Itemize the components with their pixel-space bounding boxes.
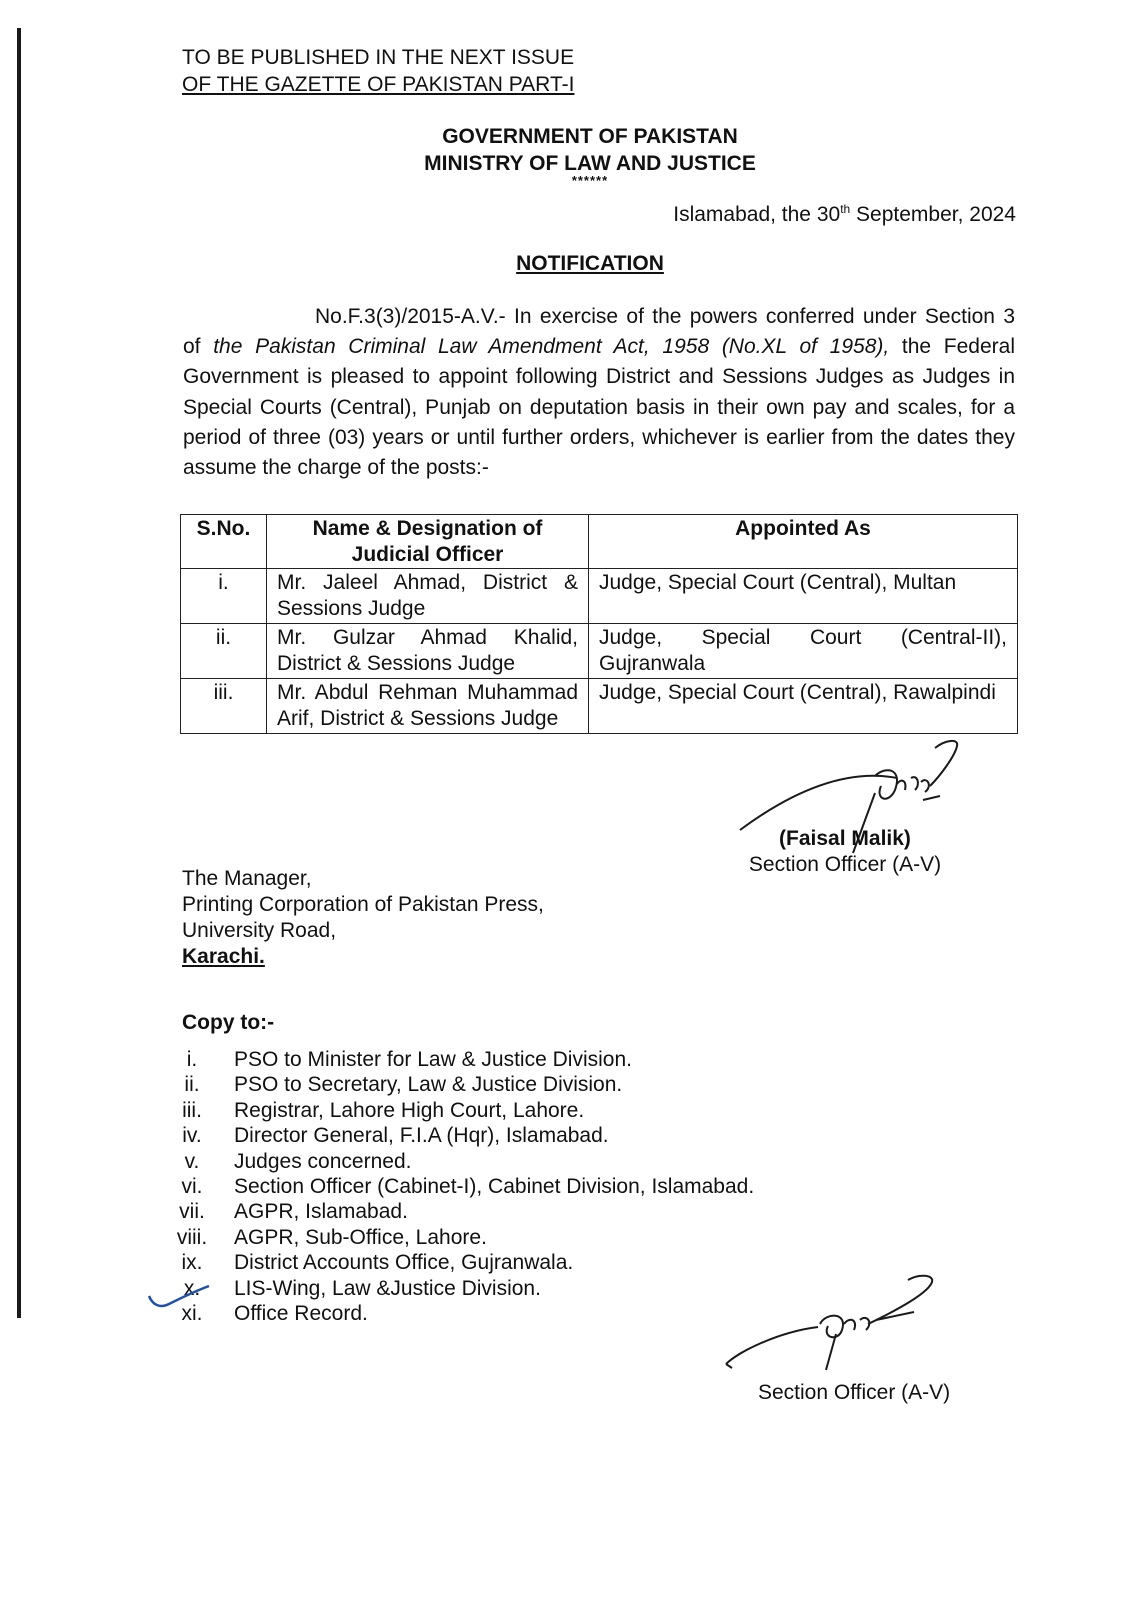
list-item-text: AGPR, Sub-Office, Lahore. — [234, 1225, 487, 1249]
list-item-number: x. — [183, 1276, 201, 1300]
list-item — [150, 1174, 754, 1199]
address-block — [182, 866, 544, 970]
notification-title: NOTIFICATION — [516, 252, 664, 275]
list-item-number: v. — [184, 1149, 200, 1173]
list-item-text: PSO to Secretary, Law & Justice Division. — [234, 1073, 623, 1097]
list-item — [150, 1199, 754, 1224]
date-prefix: Islamabad, the 30 — [673, 203, 841, 226]
list-item-number: i. — [186, 1048, 198, 1071]
header-sno: S.No. — [181, 515, 267, 569]
list-item — [150, 1047, 754, 1072]
list-item-text: Judges concerned. — [234, 1149, 412, 1173]
body-text-b: the Federal Government is pleased to appoint following District and Sessions Judges as Judges in Special Courts (Central), Punjab on deputation basis in their own pay and scales, for a period of three (03) years or until further orders, whichever is earlier from the dates they assume the charge of the posts:- — [183, 335, 1015, 480]
list-item-text: Office Record. — [234, 1302, 368, 1326]
row-sno: i. — [181, 569, 267, 624]
notification-body — [183, 302, 1015, 483]
list-item-text: Director General, F.I.A (Hqr), Islamabad. — [234, 1124, 609, 1148]
list-item — [150, 1225, 754, 1250]
list-item-number: xi. — [181, 1302, 203, 1326]
address-line1: The Manager, — [182, 867, 312, 890]
list-item — [150, 1149, 754, 1174]
list-item-number: iii. — [182, 1098, 202, 1122]
address-city: Karachi. — [182, 945, 265, 968]
signatory-name: (Faisal Malik) — [779, 827, 911, 850]
table-row — [181, 624, 1018, 679]
list-item-number: vii. — [179, 1200, 205, 1224]
row-appointment: Judge, Special Court (Central), Multan — [589, 569, 1018, 624]
table-header-row — [181, 515, 1018, 569]
ministry-title: MINISTRY OF LAW AND JUSTICE — [424, 152, 756, 175]
list-item — [150, 1072, 754, 1097]
list-item-text: PSO to Minister for Law & Justice Division. — [234, 1048, 632, 1071]
list-item — [150, 1276, 754, 1301]
letterhead — [330, 123, 850, 177]
government-title: GOVERNMENT OF PAKISTAN — [442, 125, 738, 148]
list-item-number: viii. — [176, 1225, 208, 1249]
copy-to-list — [150, 1047, 754, 1326]
list-item — [150, 1123, 754, 1148]
date-suffix: September, 2024 — [850, 203, 1016, 226]
table-row — [181, 569, 1018, 624]
list-item-number: ix. — [181, 1251, 203, 1275]
list-item-number: iv. — [182, 1124, 202, 1148]
separator-stars: ****** — [571, 173, 609, 188]
date-superscript: th — [840, 202, 851, 216]
publication-note-line2: OF THE GAZETTE OF PAKISTAN PART-I — [182, 73, 575, 96]
header-name-designation: Name & Designation of Judicial Officer — [267, 515, 589, 569]
signature-block — [690, 826, 1000, 878]
copy-to-heading: Copy to:- — [182, 1011, 275, 1034]
list-item-text: Registrar, Lahore High Court, Lahore. — [234, 1098, 585, 1122]
list-item-number: ii. — [184, 1073, 200, 1097]
date-line — [673, 202, 1016, 227]
list-item — [150, 1250, 754, 1275]
list-item-number: vi. — [181, 1175, 203, 1199]
list-item-text: AGPR, Islamabad. — [234, 1200, 408, 1224]
act-name: the Pakistan Criminal Law Amendment Act, 1958 (No.XL of 1958), — [213, 335, 890, 359]
publication-note — [182, 44, 574, 98]
row-officer: Mr. Jaleel Ahmad, District & Sessions Judge — [267, 569, 589, 624]
row-officer: Mr. Abdul Rehman Muhammad Arif, District & Sessions Judge — [267, 679, 589, 734]
row-appointment: Judge, Special Court (Central-II), Gujranwala — [589, 624, 1018, 679]
row-officer: Mr. Gulzar Ahmad Khalid, District & Sessions Judge — [267, 624, 589, 679]
header-appointed-as: Appointed As — [589, 515, 1018, 569]
list-item-text: District Accounts Office, Gujranwala. — [234, 1251, 574, 1275]
signatory-designation: Section Officer (A-V) — [748, 853, 942, 876]
list-item-text: LIS-Wing, Law &Justice Division. — [234, 1276, 541, 1300]
row-sno: ii. — [181, 624, 267, 679]
list-item — [150, 1301, 754, 1326]
signature-scribble-footer — [718, 1272, 948, 1382]
list-item-text: Section Officer (Cabinet-I), Cabinet Division, Islamabad. — [234, 1175, 755, 1199]
reference-number: No.F.3(3)/2015-A.V.- — [315, 305, 506, 328]
row-appointment: Judge, Special Court (Central), Rawalpindi — [589, 679, 1018, 734]
address-line3: University Road, — [182, 919, 337, 942]
publication-note-line1: TO BE PUBLISHED IN THE NEXT ISSUE — [182, 46, 575, 69]
tick-mark-icon — [145, 1282, 215, 1316]
table-row — [181, 679, 1018, 734]
scan-margin-line — [17, 28, 21, 1318]
footer-designation: Section Officer (A-V) — [758, 1381, 951, 1404]
appointments-table — [180, 514, 1018, 734]
row-sno: iii. — [181, 679, 267, 734]
list-item — [150, 1098, 754, 1123]
address-line2: Printing Corporation of Pakistan Press, — [182, 893, 544, 916]
body-text-a: In exercise of the powers conferred under Section 3 of — [183, 305, 1015, 359]
